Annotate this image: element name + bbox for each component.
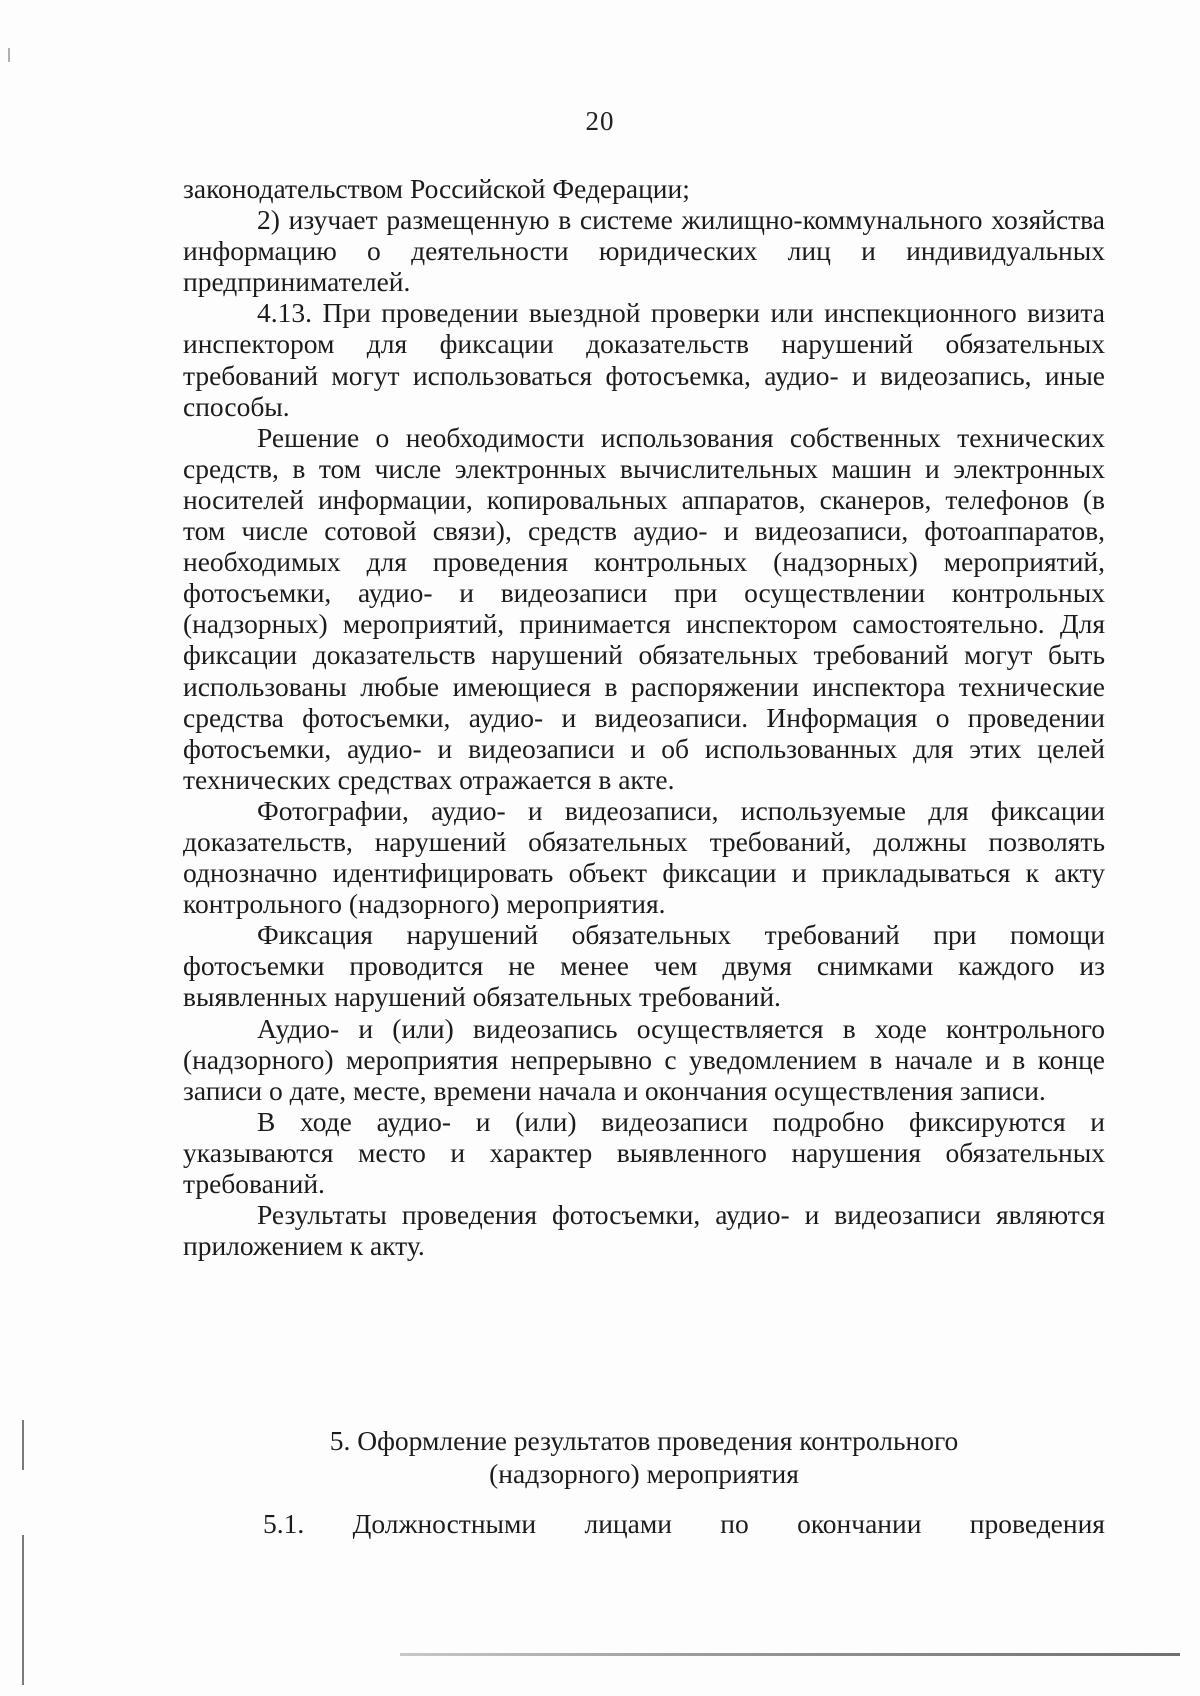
last-line-word: лицами — [584, 1508, 672, 1539]
last-line-word: окончании — [797, 1508, 922, 1539]
paragraph-technical-means: Решение о необходимости использования собственных технических средств, в том числе электронных вычислительных машин и электронных носителей информации, копировальных аппаратов, сканеров, телефонов (в том числе сотовой связи), средств аудио- и видеозаписи, фотоаппаратов, необходимых для проведения контрольных (надзорных) мероприятий, фотосъемки, аудио- и видеозаписи при осуществлении контрольных (надзорных) мероприятий, принимается инспектором самостоятельно. Для фиксации доказательств нарушений обязательных требований могут быть использованы любые имеющиеся в распоряжении инспектора технические средства фотосъемки, аудио- и видеозаписи. Информация о проведении фотосъемки, аудио- и видеозаписи и об использованных для этих целей технических средствах отражается в акте. — [183, 421, 1105, 795]
paragraph-photos-recordings: Фотографии, аудио- и видеозаписи, используемые для фиксации доказательств, нарушений обязательных требований, должны позволять однозначно идентифицировать объект фиксации и прикладываться к акту контрольного (надзорного) мероприятия. — [183, 794, 1105, 920]
section-heading — [183, 1424, 1105, 1490]
paragraph-recording-details: В ходе аудио- и (или) видеозаписи подробно фиксируются и указываются место и характер выявленного нарушения обязательных требований. — [183, 1105, 1105, 1199]
scan-edge-bottom — [400, 1653, 1180, 1656]
last-line-word: проведения — [969, 1508, 1105, 1539]
last-line-word: Должностными — [352, 1508, 537, 1539]
paragraph-photo-fixation: Фиксация нарушений обязательных требований при помощи фотосъемки проводится не менее чем двумя снимками каждого из выявленных нарушений обязательных требований. — [183, 919, 1105, 1013]
paragraph-item-2: 2) изучает размещенную в системе жилищно-коммунального хозяйства информацию о деятельности юридических лиц и индивидуальных предпринимателей. — [183, 204, 1105, 298]
paragraph-5-1-start — [263, 1508, 1105, 1539]
section-heading-line-2: (надзорного) мероприятия — [489, 1458, 799, 1489]
page-number: 20 — [585, 106, 615, 136]
paragraph-4-13: 4.13. При проведении выездной проверки или инспекционного визита инспектором для фиксации доказательств нарушений обязательных требований могут использоваться фотосъемка, аудио- и видеозапись, иные способы. — [183, 297, 1105, 422]
section-heading-line-1: 5. Оформление результатов проведения контрольного — [329, 1425, 959, 1456]
paragraph-video-recording: Аудио- и (или) видеозапись осуществляется в ходе контрольного (надзорного) мероприятия непрерывно с уведомлением в начале и в конце записи о дате, месте, времени начала и окончания осуществления записи. — [183, 1012, 1105, 1106]
last-line-word: по — [720, 1508, 749, 1539]
scan-speck — [8, 48, 10, 62]
paragraph-continuation: законодательством Российской Федерации; — [183, 173, 690, 204]
last-line-word: 5.1. — [263, 1508, 305, 1539]
paragraph-results-annex: Результаты проведения фотосъемки, аудио- и видеозаписи являются приложением к акту. — [183, 1199, 1105, 1262]
scan-edge-left-lower — [22, 1535, 24, 1685]
scan-edge-left-upper — [22, 1420, 24, 1470]
body-text — [183, 173, 1105, 1261]
